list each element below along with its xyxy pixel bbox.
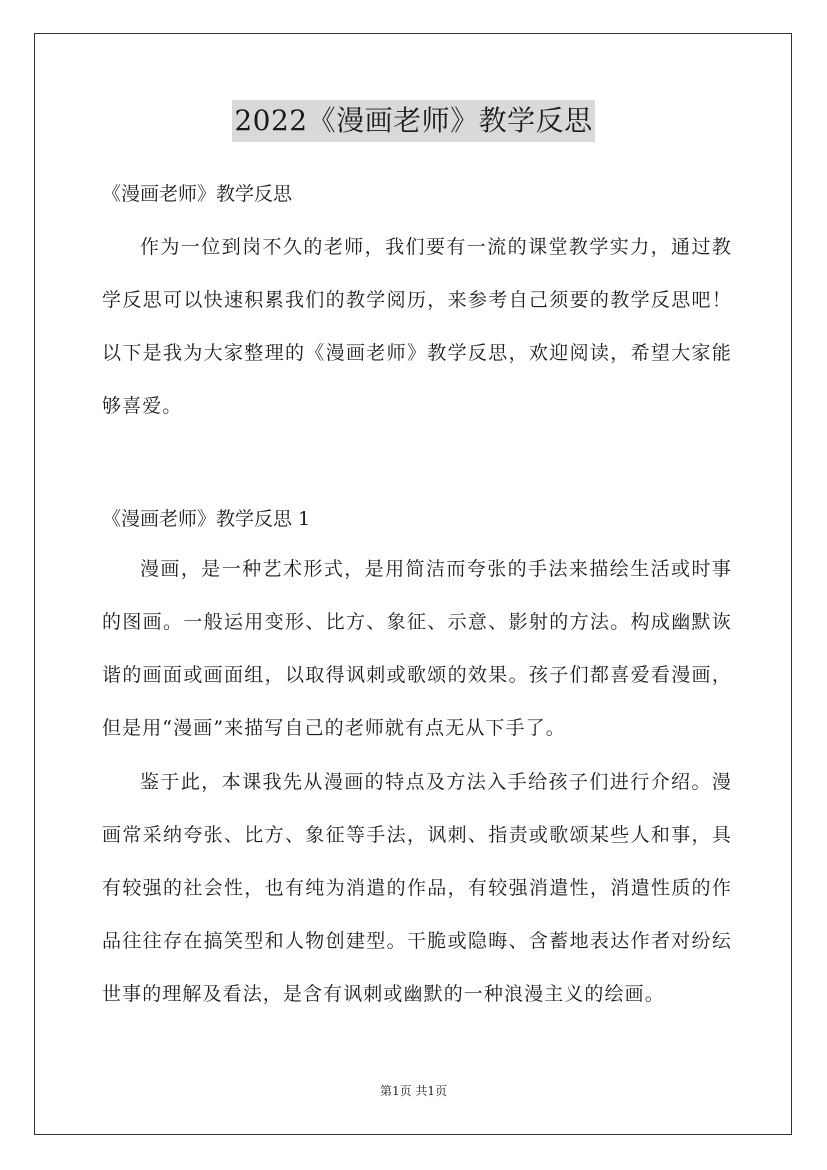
section1-paragraph-1: 漫画，是一种艺术形式，是用简洁而夸张的手法来描绘生活或时事的图画。一般运用变形、比方、象征、示意、影射的方法。构成幽默诙谐的画面或画面组，以取得讽刺或歌颂的效果。孩子们都喜爱看漫画，但是用“漫画”来描写自己的老师就有点无从下手了。 bbox=[102, 558, 732, 739]
intro-paragraph: 作为一位到岗不久的老师，我们要有一流的课堂教学实力，通过教学反思可以快速积累我们的教学阅历，来参考自己须要的教学反思吧！以下是我为大家整理的《漫画老师》教学反思，欢迎阅读，希望大家能够喜爱。 bbox=[102, 236, 732, 417]
section1-heading: 《漫画老师》教学反思 1 bbox=[102, 508, 311, 530]
page-footer: 第1页 共1页 bbox=[379, 1084, 448, 1098]
section1-paragraph-2: 鉴于此，本课我先从漫画的特点及方法入手给孩子们进行介绍。漫画常采纳夸张、比方、象征等手法，讽刺、指责或歌颂某些人和事，具有较强的社会性，也有纯为消遣的作品，有较强消遣性，消遣性质的作品往往存在搞笑型和人物创建型。干脆或隐晦、含蓄地表达作者对纷纭世事的理解及看法，是含有讽刺或幽默的一种浪漫主义的绘画。 bbox=[102, 771, 732, 1005]
intro-heading: 《漫画老师》教学反思 bbox=[102, 183, 293, 205]
title-container bbox=[0, 100, 827, 142]
document-title: 2022《漫画老师》教学反思 bbox=[232, 100, 594, 142]
